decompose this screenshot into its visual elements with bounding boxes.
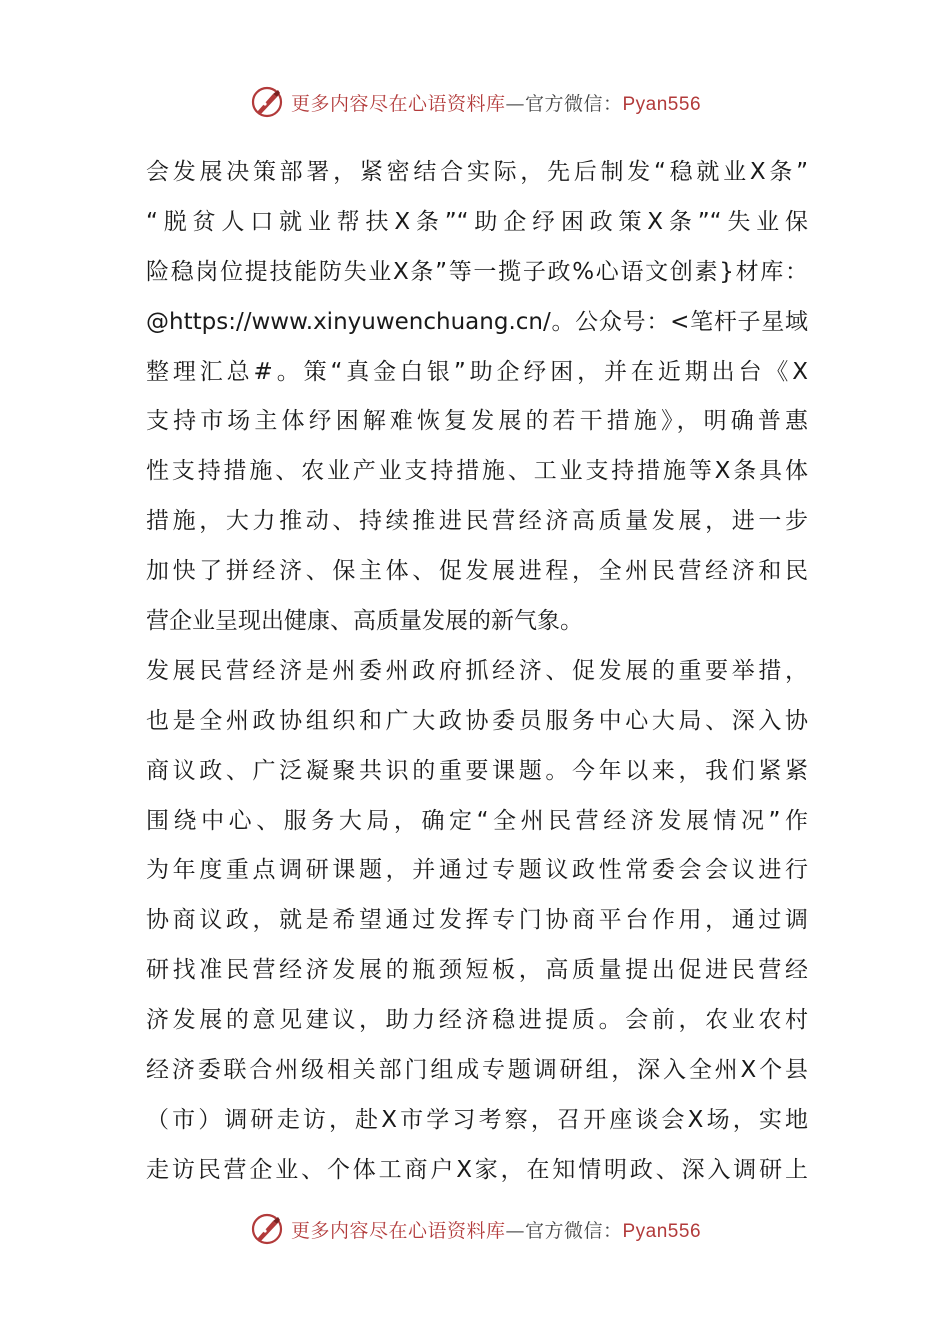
text-line: “脱贫人口就业帮扶X条”“助企纾困政策X条”“失业保 [146,208,808,235]
banner-label: 官方微信： [524,1219,623,1242]
text-line: @https://www.xinyuwenchuang.cn/。公众号：<笔杆子星域 [146,308,808,335]
text-line: 营企业呈现出健康、高质量发展的新气象。 [146,608,583,635]
banner-label: 官方微信： [524,92,623,115]
footer-banner [0,1209,950,1249]
pen-nib-logo-icon [249,1211,285,1247]
text-line: （市）调研走访，赴X市学习考察，召开座谈会X场，实地 [146,1106,808,1133]
banner-text-group [291,1216,701,1243]
document-body [146,148,808,1196]
text-line: 走访民营企业、个体工商户X家，在知情明政、深入调研上 [146,1156,808,1183]
text-line: 性支持措施、农业产业支持措施、工业支持措施等X条具体 [146,458,808,485]
banner-title: 更多内容尽在心语资料库 [290,92,506,115]
banner-text-group [291,89,701,116]
text-line: 商议政、广泛凝聚共识的重要课题。今年以来，我们紧紧 [146,757,808,784]
text-line: 也是全州政协组织和广大政协委员服务中心大局、深入协 [146,707,808,734]
text-line: 为年度重点调研课题，并通过专题议政性常委会会议进行 [146,857,808,884]
header-banner [0,82,950,122]
text-line: 研找准民营经济发展的瓶颈短板，高质量提出促进民营经 [146,957,808,984]
banner-separator: — [505,92,525,115]
banner-handle: Pyan556 [622,1220,702,1242]
text-line: 加快了拼经济、保主体、促发展进程，全州民营经济和民 [146,558,808,585]
banner-title: 更多内容尽在心语资料库 [290,1219,506,1242]
text-line: 会发展决策部署，紧密结合实际，先后制发“稳就业X条” [146,159,808,185]
text-line: 围绕中心、服务大局，确定“全州民营经济发展情况”作 [146,807,808,834]
text-line: 措施，大力推动、持续推进民营经济高质量发展，进一步 [146,508,808,535]
text-line: 济发展的意见建议，助力经济稳进提质。会前，农业农村 [146,1007,808,1034]
banner-handle: Pyan556 [622,93,702,115]
banner-separator: — [505,1219,525,1242]
text-line: 整理汇总#。策“真金白银”助企纾困，并在近期出台《X [146,358,808,385]
text-line: 支持市场主体纾困解难恢复发展的若干措施》，明确普惠 [146,408,808,435]
text-line: 发展民营经济是州委州政府抓经济、促发展的重要举措， [146,657,808,684]
text-line: 经济委联合州级相关部门组成专题调研组，深入全州X个县 [146,1057,808,1084]
text-line: 险稳岗位提技能防失业X条”等一揽子政%心语文创素}材库： [146,258,808,285]
pen-nib-logo-icon [249,84,285,120]
text-line: 协商议政，就是希望通过发挥专门协商平台作用，通过调 [146,907,808,934]
